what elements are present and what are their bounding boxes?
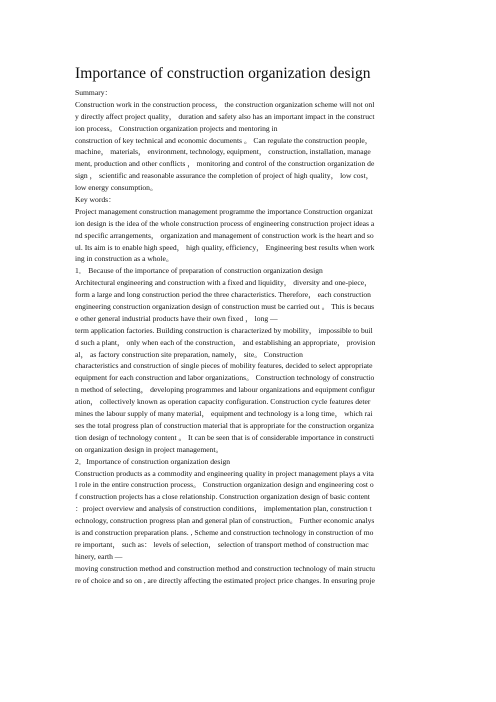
body-text-line: Construction work in the construction process， the construction organization scheme will not onl bbox=[75, 99, 375, 109]
page-title: Importance of construction organization design bbox=[75, 65, 371, 82]
body-text-line: n method of selecting， developing programmes and labour organizations and equipment configur bbox=[75, 385, 375, 395]
body-text-line: characteristics and construction of single pieces of mobility features, decided to select appropriate bbox=[75, 361, 373, 371]
body-text-line: y directly affect project quality， duration and safety also has an important impact in the construct bbox=[75, 111, 375, 121]
body-text-line: ing in construction as a whole。 bbox=[75, 254, 174, 264]
body-text-line: ul. Its aim is to enable high speed， high quality, efficiency， Engineering best results when work bbox=[75, 242, 375, 252]
body-text-line: mines the labour supply of many material， equipment and technology is a long time， which rai bbox=[75, 409, 373, 419]
body-text-line: engineering construction organization design of construction must be carried out 。 This is becaus bbox=[75, 302, 375, 312]
document-body bbox=[75, 87, 476, 586]
body-text-line: equipment for each construction and labor organizations。 Construction technology of constructio bbox=[75, 373, 375, 383]
body-text-line: al， as factory construction site preparation, namely， site。 Construction bbox=[75, 349, 303, 359]
body-text-line: ion process。 Construction organization projects and mentoring in bbox=[75, 123, 278, 133]
body-text-line: tion design of technology content 。 It can be seen that is of considerable importance in constructi bbox=[75, 432, 375, 442]
body-text-line: l role in the entire construction process。 Construction organization design and engineering cost o bbox=[75, 480, 374, 490]
body-text-line: re important， such as： levels of selection， selection of transport method of construction mac bbox=[75, 539, 369, 549]
body-text-line: Architectural engineering and construction with a fixed and liquidity， diversity and one-piece， bbox=[75, 278, 372, 288]
body-text-line: ion design is the idea of the whole construction process of engineering construction project ideas a bbox=[75, 218, 375, 228]
body-text-line: f construction projects has a close relationship. Construction organization design of basic content bbox=[75, 492, 370, 502]
body-text-line: machine， materials， environment, technology, equipment， construction, installation, manage bbox=[75, 147, 371, 157]
body-text-line: form a large and long construction period the three characteristics. Therefore， each construction bbox=[75, 290, 371, 300]
body-text-line: term application factories. Building construction is characterized by mobility， impossible to buil bbox=[75, 325, 373, 335]
section-heading: 2．Importance of construction organization design bbox=[75, 456, 231, 466]
body-text-line: ses the total progress plan of construction material that is appropriate for the construction organiza bbox=[75, 420, 374, 430]
body-text-line: re of choice and so on , are directly affecting the estimated project price changes. In ensuring proje bbox=[75, 575, 375, 585]
body-text-line: e other general industrial products have their own fixed ， long — bbox=[75, 313, 278, 323]
body-text-line: ：project overview and analysis of construction conditions， implementation plan, construction t bbox=[75, 504, 372, 514]
section-heading: 1． Because of the importance of preparation of construction organization design bbox=[75, 266, 323, 276]
body-text-line: Construction products as a commodity and engineering quality in project management plays a vita bbox=[75, 468, 374, 478]
body-text-line: construction of key technical and economic documents 。 Can regulate the construction people， bbox=[75, 135, 373, 145]
body-text-line: moving construction method and construction method and construction technology of main structu bbox=[75, 563, 376, 573]
summary-label: Summary： bbox=[75, 88, 113, 97]
body-text-line: d such a plant， only when each of the construction， and establishing an appropriate， provision bbox=[75, 337, 376, 347]
body-text-line: on organization design in project management。 bbox=[75, 444, 224, 454]
body-text-line: echnology, construction progress plan and general plan of construction。 Further economic analys bbox=[75, 516, 375, 526]
body-text-line: hinery, earth — bbox=[75, 551, 123, 561]
body-text-line: low energy consumption。 bbox=[75, 183, 158, 193]
body-text-line: ment, production and other conflicts ， monitoring and control of the construction organization de bbox=[75, 159, 375, 169]
body-text-line: nd specific arrangements， organization and management of construction work is the heart and so bbox=[75, 230, 374, 240]
body-text-line: ation， collectively known as operation capacity configuration. Construction cycle features deter bbox=[75, 397, 371, 407]
keywords-label: Key words： bbox=[75, 195, 116, 205]
body-text-line: sign ， scientific and reasonable assurance the completion of project of high quality， low cost， bbox=[75, 171, 374, 181]
body-text-line: Project management construction management programme the importance Construction organizat bbox=[75, 206, 373, 216]
body-text-line: is and construction preparation plans. , Scheme and construction technology in construction of mo bbox=[75, 527, 374, 537]
